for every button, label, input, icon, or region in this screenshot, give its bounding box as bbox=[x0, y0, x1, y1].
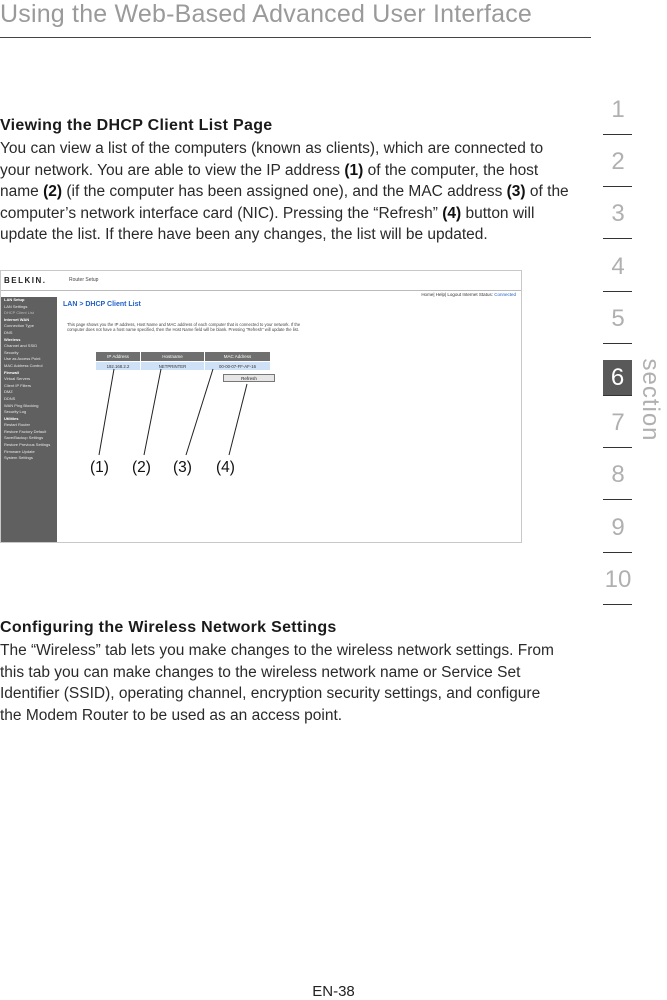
section-tab-8: 8 bbox=[611, 461, 625, 489]
section-tab-2: 2 bbox=[611, 148, 625, 176]
page-header-title: Using the Web-Based Advanced User Interface bbox=[0, 0, 533, 28]
sidebar-item[interactable]: MAC Address Control bbox=[4, 362, 43, 368]
sidebar-item[interactable]: Client IP Filters bbox=[4, 382, 32, 388]
callout-ref: (3) bbox=[506, 183, 526, 200]
page-number: EN-38 bbox=[312, 983, 355, 1000]
callout-label-2: (2) bbox=[132, 459, 151, 476]
cell-ip: 192.168.2.2 bbox=[96, 362, 141, 371]
sidebar-item: Wireless bbox=[4, 336, 21, 342]
sidebar-item[interactable]: Virtual Servers bbox=[4, 376, 31, 382]
section-tab-6: 6 bbox=[603, 360, 632, 396]
section-tab-5: 5 bbox=[611, 304, 625, 332]
sidebar-item: Utilities bbox=[4, 415, 19, 421]
sidebar-item[interactable]: Restore Factory Default bbox=[4, 428, 47, 434]
section-tab-1: 1 bbox=[611, 96, 625, 123]
callout-ref: (1) bbox=[344, 161, 364, 179]
cell-hostname: NETPRINTER bbox=[141, 362, 205, 371]
top-links-text: Home| Help| Logout Internet Status: bbox=[421, 292, 493, 297]
section-tab-divider bbox=[603, 186, 632, 187]
belkin-logo: BELKIN. bbox=[4, 276, 47, 285]
section-tab-divider bbox=[603, 134, 632, 135]
cell-mac: 00-00-07-FF-AF-16 bbox=[205, 362, 271, 371]
router-setup-label: Router Setup bbox=[69, 277, 99, 283]
section-tab-divider bbox=[603, 552, 632, 553]
section-tab-divider bbox=[603, 395, 632, 396]
sidebar-item[interactable]: DDNS bbox=[4, 395, 16, 401]
section-tab-divider bbox=[603, 343, 632, 344]
section-tab-divider bbox=[603, 291, 632, 292]
refresh-button[interactable]: Refresh bbox=[223, 374, 275, 382]
sidebar-item: LAN Setup bbox=[4, 297, 25, 302]
sidebar-item[interactable]: DHCP Client List bbox=[4, 310, 34, 316]
connection-status: Connected bbox=[494, 292, 516, 297]
sidebar-item[interactable]: Use as Access Point bbox=[4, 356, 41, 362]
callout-label-3: (3) bbox=[173, 459, 192, 476]
sidebar-item[interactable]: Save/Backup Settings bbox=[4, 435, 44, 441]
callout-line-3 bbox=[186, 369, 213, 455]
paragraph-text: button will update the list. If there have been any changes, the list will be updated. bbox=[0, 204, 535, 243]
callout-line-2 bbox=[144, 369, 161, 455]
section-heading-wireless: Configuring the Wireless Network Settings bbox=[0, 619, 337, 636]
sidebar-item[interactable]: DMZ bbox=[4, 389, 13, 395]
section-body-wireless: The “Wireless” tab lets you make changes to the wireless network settings. From this tab you can make changes to the wireless network name or Service Set Identifier (SSID), operating channel, encryption security settings, and configure the Modem Router to be used as an access point. bbox=[0, 642, 554, 724]
paragraph-text: of the computer’s network interface card (NIC). Pressing the “Refresh” bbox=[0, 183, 569, 222]
header-rule bbox=[0, 37, 591, 38]
callout-line-1 bbox=[99, 369, 114, 455]
section-word-text: section bbox=[637, 357, 664, 442]
sidebar-item: Firewall bbox=[4, 369, 19, 375]
paragraph-text: You can view a list of the computers (known as clients), which are connected to your network. You are able to view the IP address bbox=[0, 140, 544, 179]
callout-ref: (4) bbox=[442, 204, 462, 222]
sidebar-item[interactable]: Channel and SSID bbox=[4, 343, 38, 349]
section-tab-divider bbox=[603, 499, 632, 500]
section-word-label bbox=[633, 352, 667, 447]
table-header-ip: IP Address bbox=[96, 352, 141, 362]
sidebar-item[interactable]: LAN Settings bbox=[4, 303, 28, 309]
section-tab-4: 4 bbox=[611, 252, 625, 280]
callout-line-4 bbox=[229, 384, 247, 455]
sidebar-item[interactable]: Firmware Update bbox=[4, 448, 35, 454]
section-body-dhcp bbox=[0, 138, 570, 246]
sidebar-item[interactable]: Restart Router bbox=[4, 422, 31, 428]
sidebar-item[interactable]: DNS bbox=[4, 329, 13, 335]
table-header-hostname: Hostname bbox=[141, 352, 205, 362]
section-tab-10: 10 bbox=[604, 565, 632, 593]
callout-ref: (2) bbox=[43, 183, 63, 200]
section-heading-dhcp: Viewing the DHCP Client List Page bbox=[0, 117, 273, 134]
callout-label-1: (1) bbox=[90, 459, 109, 476]
sidebar-item[interactable]: System Settings bbox=[4, 455, 33, 461]
sidebar-item[interactable]: WAN Ping Blocking bbox=[4, 402, 39, 408]
router-intro-text: This page shows you the IP address, Host Name and MAC address of each computer that is connected to your network. If the computer does not have a host name specified, then the Host Name field will be blank. Pressing "Refresh" will update the list. bbox=[67, 322, 301, 333]
table-header-mac: MAC Address bbox=[205, 352, 271, 362]
router-ui-screenshot bbox=[0, 270, 522, 543]
sidebar-item[interactable]: Security bbox=[4, 349, 19, 355]
paragraph-text: (if the computer has been assigned one), and the MAC address bbox=[62, 183, 507, 200]
section-tab-divider bbox=[603, 604, 632, 605]
section-tab-divider bbox=[603, 238, 632, 239]
sidebar-item[interactable]: Restore Previous Settings bbox=[4, 442, 51, 448]
section-tab-3: 3 bbox=[611, 200, 625, 228]
callout-label-4: (4) bbox=[216, 459, 235, 476]
sidebar-item[interactable]: Security Log bbox=[4, 409, 27, 415]
paragraph-text: of the computer, the host name bbox=[0, 161, 539, 200]
router-breadcrumb: LAN > DHCP Client List bbox=[63, 301, 141, 308]
sidebar-item: Internet WAN bbox=[4, 316, 30, 322]
sidebar-item[interactable]: Connection Type bbox=[4, 323, 34, 329]
callout-lines bbox=[1, 271, 522, 543]
section-tab-divider bbox=[603, 447, 632, 448]
section-tab-7: 7 bbox=[611, 409, 625, 437]
section-tab-9: 9 bbox=[611, 513, 625, 541]
